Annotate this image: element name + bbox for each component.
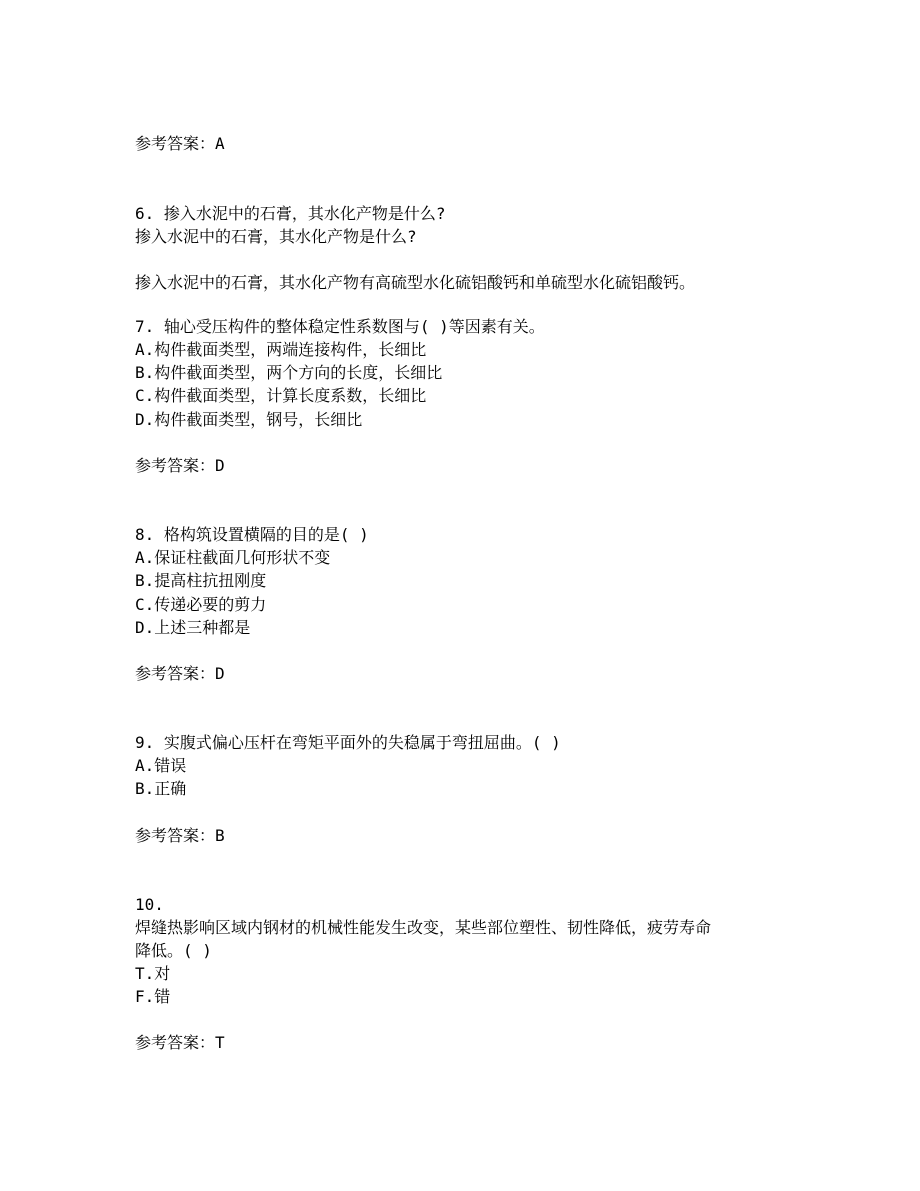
- q9-option-a: A.错误: [135, 756, 187, 775]
- q7-answer: 参考答案：D: [135, 456, 225, 475]
- q10-option-t: T.对: [135, 964, 171, 983]
- q7-option-c: C.构件截面类型，计算长度系数，长细比: [135, 386, 427, 405]
- q8-option-b: B.提高柱抗扭刚度: [135, 571, 267, 590]
- q6-question-repeat: 掺入水泥中的石膏，其水化产物是什么?: [135, 227, 417, 246]
- q9-option-b: B.正确: [135, 779, 187, 798]
- q6-answer-text: 掺入水泥中的石膏，其水化产物有高硫型水化硫铝酸钙和单硫型水化硫铝酸钙。: [135, 273, 696, 292]
- q10-question-line2: 降低。( ): [135, 941, 212, 960]
- q8-option-c: C.传递必要的剪力: [135, 595, 267, 614]
- q7-question: 7. 轴心受压构件的整体稳定性系数图与( )等因素有关。: [135, 317, 545, 336]
- q5-answer: 参考答案：A: [135, 134, 225, 153]
- q6-question: 6. 掺入水泥中的石膏，其水化产物是什么?: [135, 204, 446, 223]
- q8-option-a: A.保证柱截面几何形状不变: [135, 548, 331, 567]
- q8-answer: 参考答案：D: [135, 664, 225, 683]
- q8-option-d: D.上述三种都是: [135, 618, 251, 637]
- q10-option-f: F.错: [135, 987, 171, 1006]
- q10-question-line1: 焊缝热影响区域内钢材的机械性能发生改变，某些部位塑性、韧性降低，疲劳寿命: [135, 918, 712, 937]
- q9-question: 9. 实腹式偏心压杆在弯矩平面外的失稳属于弯扭屈曲。( ): [135, 733, 561, 752]
- q9-answer: 参考答案：B: [135, 826, 225, 845]
- q7-option-d: D.构件截面类型，钢号，长细比: [135, 410, 363, 429]
- q7-option-a: A.构件截面类型，两端连接构件，长细比: [135, 340, 427, 359]
- q7-option-b: B.构件截面类型，两个方向的长度，长细比: [135, 363, 443, 382]
- q8-question: 8. 格构筑设置横隔的目的是( ): [135, 525, 369, 544]
- q10-answer: 参考答案：T: [135, 1033, 225, 1052]
- q10-number: 10.: [135, 895, 164, 914]
